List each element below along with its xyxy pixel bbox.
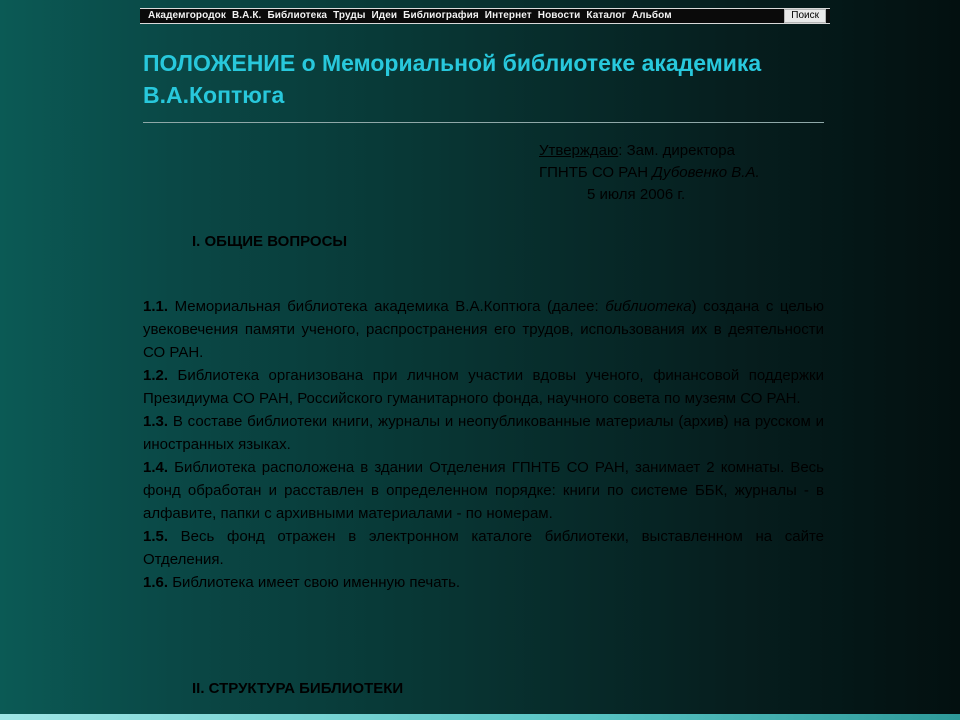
search-button[interactable]: Поиск [784,9,826,23]
nav-link-news[interactable]: Новости [537,10,581,21]
nav-link-album[interactable]: Альбом [631,10,672,21]
nav-link-works[interactable]: Труды [333,10,366,21]
clause-text: Весь фонд отражен в электронном каталоге библиотеки, выставленном на сайте Отделения. [143,528,824,568]
clause-1-1 [143,295,824,364]
clause-number: 1.4. [143,459,169,476]
clause-1-3 [143,410,824,456]
approval-organization: ГПНТБ СО РАН [539,164,653,181]
title-divider [143,122,824,123]
clause-text: В составе библиотеки книги, журналы и неопубликованные материалы (архив) на русском и иностранных языках. [143,413,824,453]
nav-menu [148,10,672,22]
approval-line-2 [539,162,824,184]
approval-line-1 [539,140,824,162]
clause-text: Мемориальная библиотека академика В.А.Коптюга (далее: [168,298,606,315]
nav-link-bibliography[interactable]: Библиография [403,10,479,21]
clause-number: 1.6. [143,574,169,591]
clause-text: Библиотека расположена в здании Отделения ГПНТБ СО РАН, занимает 2 комнаты. Весь фонд обработан и расставлен в определенном порядке: книги по системе ББК, журналы - в алфавите, папки с архивными материалами - по номерам. [143,459,824,522]
nav-link-internet[interactable]: Интернет [484,10,532,21]
clause-1-2 [143,364,824,410]
approval-label: Утверждаю [539,142,619,159]
nav-link-vak[interactable]: В.А.К. [231,10,262,21]
page-title: ПОЛОЖЕНИЕ о Мемориальной библиотеке академика В.А.Коптюга [143,50,762,108]
clause-number: 1.3. [143,413,169,430]
clause-1-6 [143,571,824,594]
section-general-content [143,295,824,594]
approval-position: : Зам. директора [618,142,735,159]
nav-link-akademgorodok[interactable]: Академгородок [148,10,226,21]
approval-block [539,140,824,206]
clause-number: 1.1. [143,298,169,315]
section-heading-structure: II. СТРУКТУРА БИБЛИОТЕКИ [192,680,404,697]
clause-text: Библиотека организована при личном участии вдовы ученого, финансовой поддержки Президиума СО РАН, Российского гуманитарного фонда, научного совета по музеям СО РАН. [143,367,824,407]
clause-text: ) создана с целью увековечения памяти ученого, распространения его трудов, использования их в деятельности СО РАН. [143,298,824,361]
clause-number: 1.2. [143,367,169,384]
section-heading-general: I. ОБЩИЕ ВОПРОСЫ [192,233,348,250]
approval-person: Дубовенко В.А. [652,164,760,181]
nav-link-catalog[interactable]: Каталог [586,10,626,21]
clause-1-5 [143,525,824,571]
clause-number: 1.5. [143,528,169,545]
top-navigation-bar [140,8,830,24]
clause-emphasis: библиотека [605,298,692,315]
clause-1-4 [143,456,824,525]
nav-link-library[interactable]: Библиотека [267,10,328,21]
approval-date: 5 июля 2006 г. [587,186,686,203]
nav-link-ideas[interactable]: Идеи [371,10,398,21]
clause-text: Библиотека имеет свою именную печать. [168,574,461,591]
window-bottom-edge [0,714,960,720]
